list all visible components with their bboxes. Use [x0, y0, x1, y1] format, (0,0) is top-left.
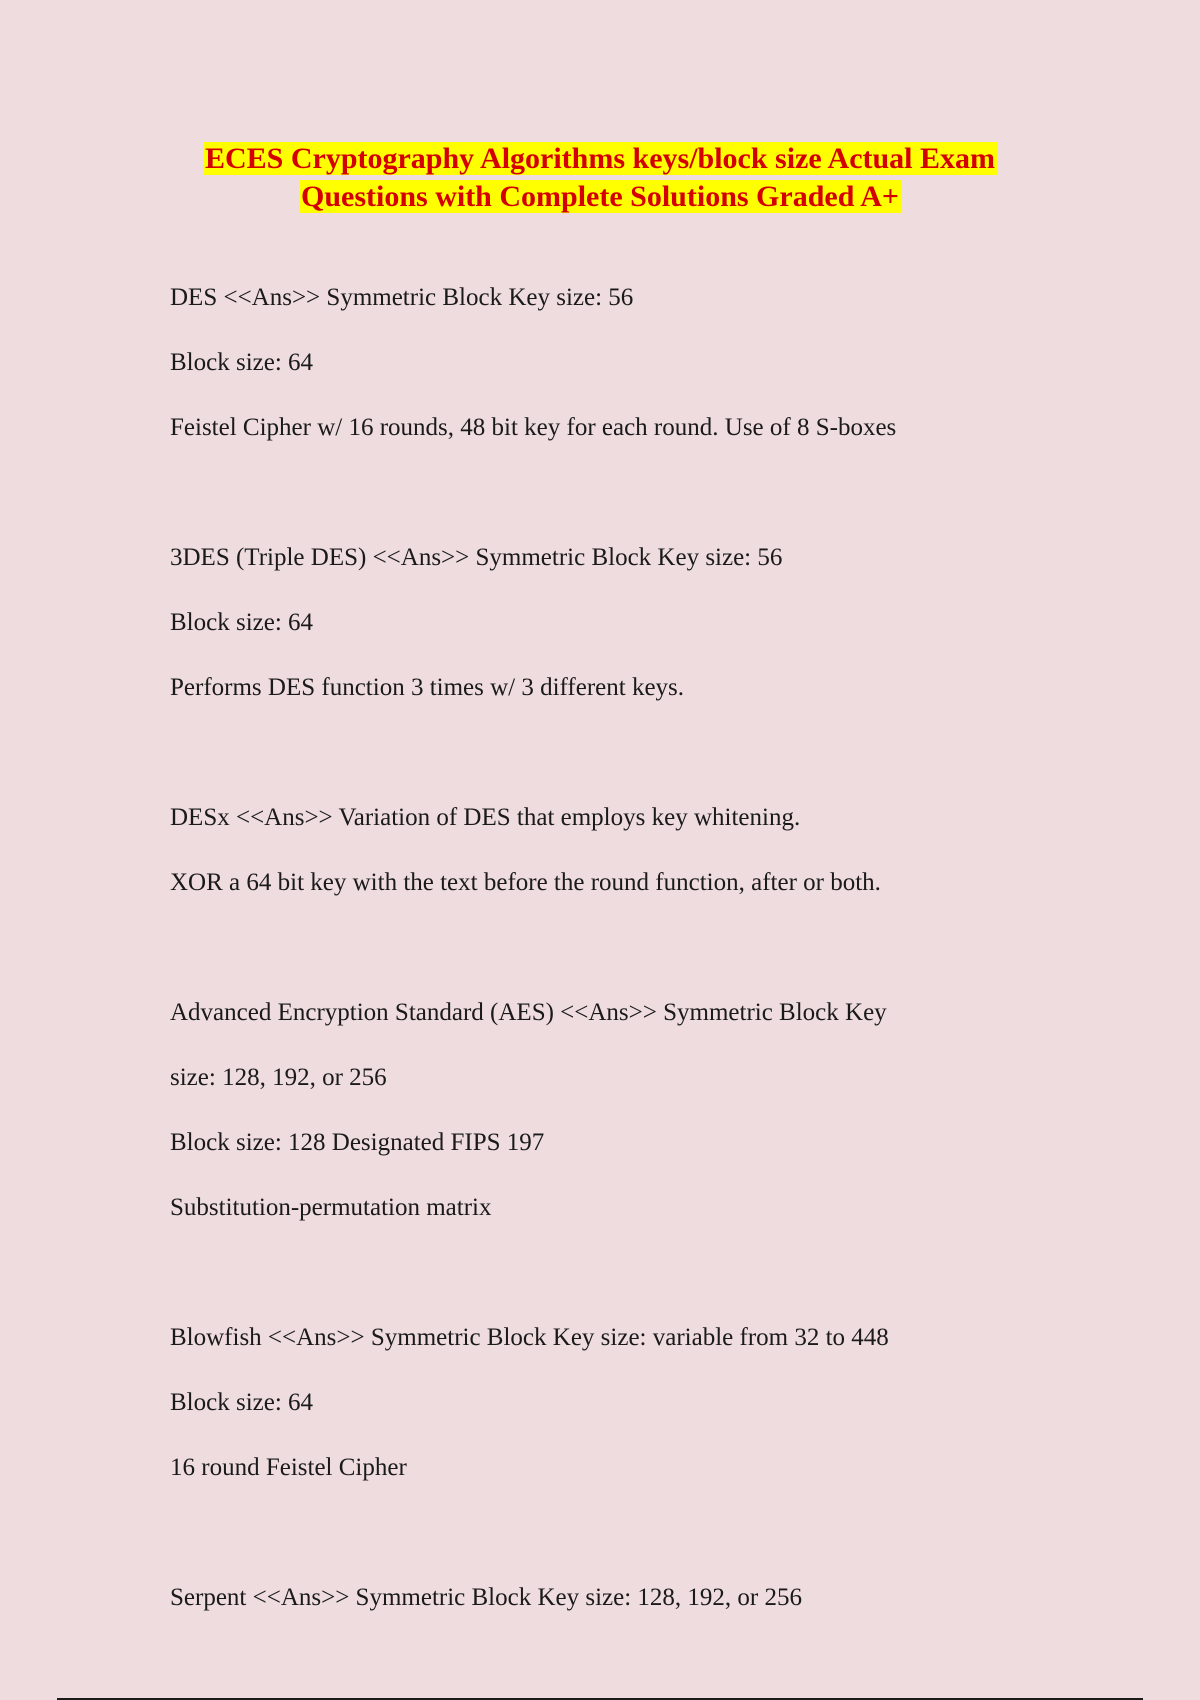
- des-block-size: Block size: 64: [170, 349, 314, 376]
- serpent-question: Serpent <<Ans>> Symmetric Block Key size: 128, 192, or 256: [170, 1584, 803, 1611]
- aes-detail: Substitution-permutation matrix: [170, 1194, 492, 1221]
- blowfish-block-size: Block size: 64: [170, 1389, 314, 1416]
- document-title: [0, 140, 1200, 216]
- aes-key-size: size: 128, 192, or 256: [170, 1064, 387, 1091]
- 3des-detail: Performs DES function 3 times w/ 3 different keys.: [170, 674, 685, 701]
- desx-question: DESx <<Ans>> Variation of DES that employs key whitening.: [170, 804, 801, 831]
- 3des-question: 3DES (Triple DES) <<Ans>> Symmetric Block Key size: 56: [170, 544, 783, 571]
- des-question: DES <<Ans>> Symmetric Block Key size: 56: [170, 284, 634, 311]
- blowfish-question: Blowfish <<Ans>> Symmetric Block Key size: variable from 32 to 448: [170, 1324, 889, 1351]
- blowfish-detail: 16 round Feistel Cipher: [170, 1454, 407, 1481]
- title-line-1: ECES Cryptography Algorithms keys/block size Actual Exam: [204, 142, 996, 175]
- aes-question: Advanced Encryption Standard (AES) <<Ans>> Symmetric Block Key: [170, 999, 887, 1026]
- 3des-block-size: Block size: 64: [170, 609, 314, 636]
- desx-detail: XOR a 64 bit key with the text before the round function, after or both.: [170, 869, 881, 896]
- title-line-2: Questions with Complete Solutions Graded A+: [301, 180, 899, 213]
- aes-block-size: Block size: 128 Designated FIPS 197: [170, 1129, 545, 1156]
- des-detail: Feistel Cipher w/ 16 rounds, 48 bit key for each round. Use of 8 S-boxes: [170, 414, 897, 441]
